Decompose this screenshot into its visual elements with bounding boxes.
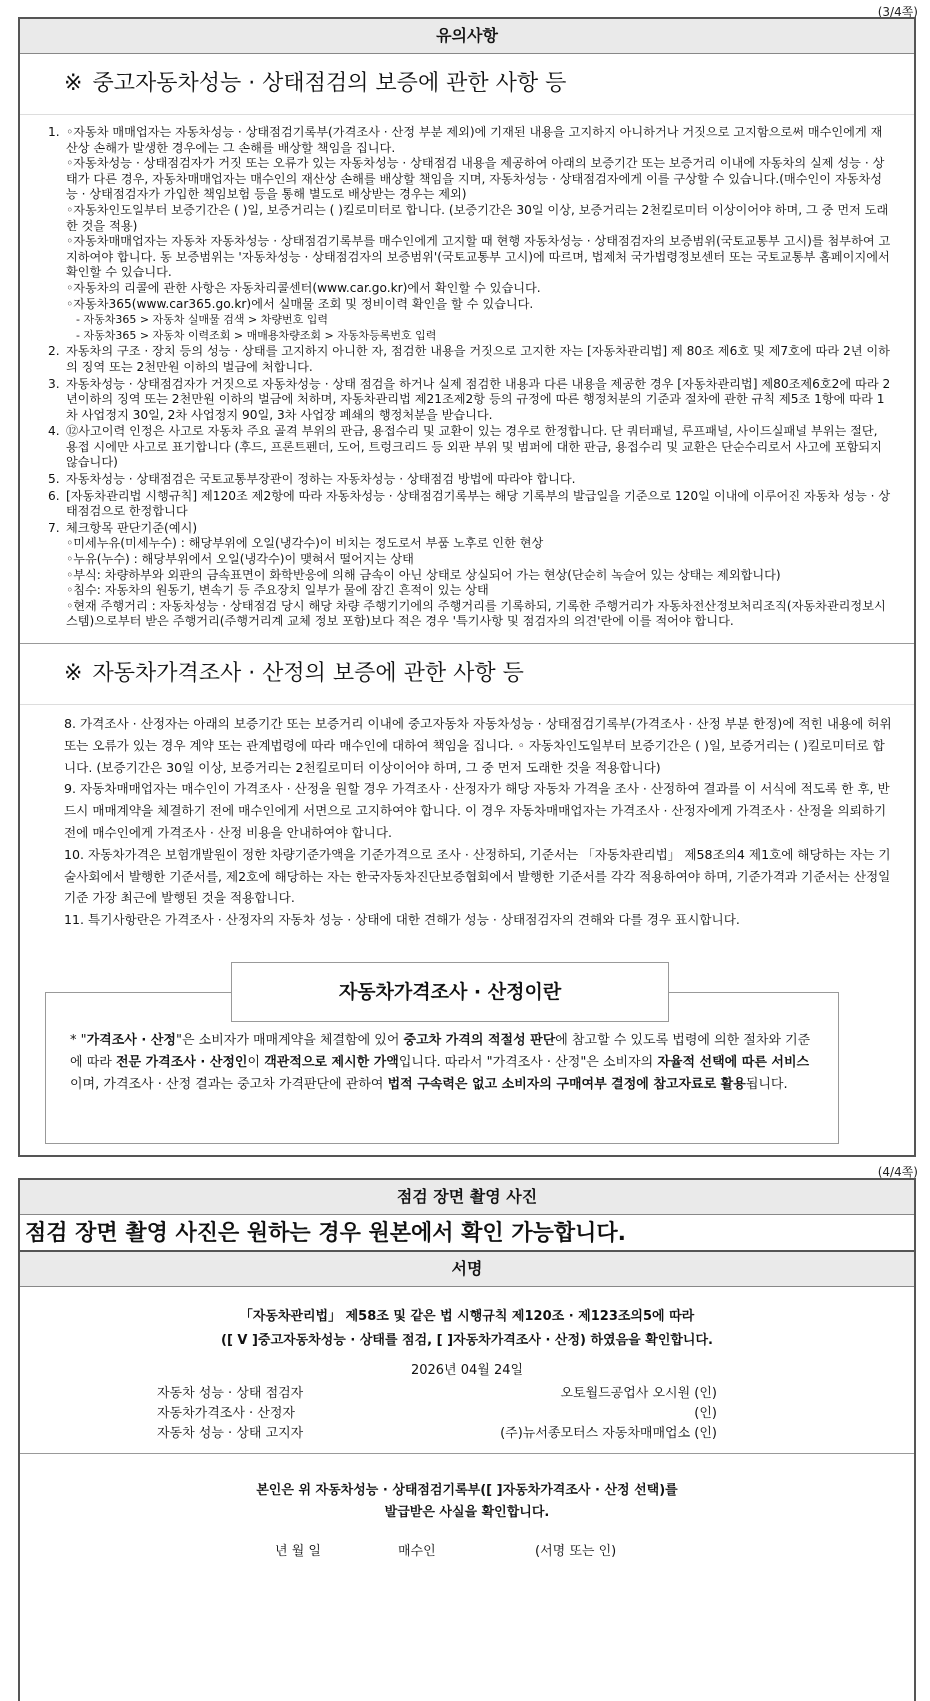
notice-item-number: 6. <box>48 488 60 503</box>
reference-mark: ※ <box>64 661 83 686</box>
definition-emphasis: 중고차 가격의 적절성 판단 <box>403 1033 556 1048</box>
law-line-1: 「자동차관리법」 제58조 및 같은 법 시행규칙 제120조 · 제123조의5에 따라 <box>239 1309 695 1324</box>
notice-item-number: 7. <box>48 520 60 535</box>
notice-nested-subitem: - 자동차365 > 자동차 실매물 검색 > 차량번호 입력 <box>76 313 329 327</box>
notice-subitem: ◦ 자동차 매매업자는 자동차성능 · 상태점검기록부(가격조사 · 산정 부분 제외)에 기재된 내용을 고지하지 아니하거나 거짓으로 고지함으로써 매수인에게 재산상 손해가 발생한 경우에는 그 손해를 배상할 책임을 집니다. <box>66 125 892 156</box>
definition-emphasis: 전문 가격조사 · 산정인 <box>115 1055 248 1070</box>
photo-section <box>18 1178 916 1250</box>
definition-segment: 이 <box>247 1055 265 1070</box>
notice-subitem: ◦ 미세누유(미세누수) : 해당부위에 오일(냉각수)이 비치는 정도로서 부품 노후로 인한 현상 <box>66 536 892 552</box>
notice-list <box>20 115 914 643</box>
price-notice-paragraph: 9. 자동차매매업자는 매수인이 가격조사 · 산정을 원할 경우 가격조사 · 산정자가 해당 자동차 가격을 조사 · 산정하여 결과를 이 서식에 적도록 한 후, 반드시 매매계약을 체결하기 전에 매수인에게 서면으로 고지하여야 합니다. 이 경우 자동차매매업자는 가격조사 · 산정자에게 가격조사 · 산정을 의뢰하기 전에 매수인에게 가격조사 · 산정 비용을 안내하여야 합니다. <box>64 781 890 840</box>
notice-subitem: ◦ 자동차성능 · 상태점검자가 거짓 또는 오류가 있는 자동차성능 · 상태점검 내용을 제공하여 아래의 보증기간 또는 보증거리 이내에 자동차의 실제 성능 · 상태가 다른 경우, 자동차매매업자는 매수인의 재산상 손해를 배상할 책임을 지며, 자동차성능 · 상태점검자에게 이를 구상할 수 있습니다.(매수인이 자동차성능 · 상태점검자가 가입한 책임보험 등을 통해 별도로 배상받는 경우는 제외) <box>66 156 892 203</box>
notice-item <box>48 488 892 520</box>
signer-role-2: 자동차가격조사 · 산정자 <box>157 1406 295 1421</box>
notice-item <box>48 125 892 343</box>
notice-subitem: ◦ 누유(누수) : 해당부위에서 오일(냉각수)이 맺혀서 떨어지는 상태 <box>66 552 892 568</box>
notice-subitem: ◦ 자동차인도일부터 보증기간은 ( )일, 보증거리는 ( )킬로미터로 합니다. (보증기간은 30일 이상, 보증거리는 2천킬로미터 이상이어야 하며, 그 중 먼저 도래한 것을 적용) <box>66 203 892 234</box>
notice-item-number: 3. <box>48 376 60 391</box>
section2-title <box>20 644 914 705</box>
definition-emphasis: 객관적으로 제시한 가액 <box>264 1055 399 1070</box>
notice-item-number: 2. <box>48 344 60 359</box>
notice-subitem: ◦ 부식: 차량하부와 외판의 금속표면이 화학반응에 의해 금속이 아닌 상태로 상실되어 가는 현상(단순히 녹슬어 있는 상태는 제외합니다) <box>66 568 892 584</box>
buyer-signature: (서명 또는 인) <box>535 1544 617 1559</box>
notice-item <box>48 344 892 375</box>
page-number: (3/4쪽) <box>877 5 918 19</box>
notice-item <box>48 472 892 488</box>
notice-item-text: 자동차성능 · 상태점검자가 거짓으로 자동차성능 · 상태 점검을 하거나 실제 점검한 내용과 다른 내용을 제공한 경우 [자동차관리법] 제80조제6호2에 따라 2년이하의 징역 또는 2천만원 이하의 벌금에 처하며, 자동차관리법 제21조제2항 등의 규정에 따른 행정처분의 기준과 절차에 관한 규칙 제5조 1항에 따라 1차 사업정지 30일, 2차 사업정지 90일, 3차 사업장 폐쇄의 행정처분을 받습니다. <box>66 376 891 422</box>
photo-note: 점검 장면 촬영 사진은 원하는 경우 원본에서 확인 가능합니다. <box>20 1215 914 1254</box>
notice-header: 유의사항 <box>20 19 914 54</box>
definition-segment: 에 참고할 수 있도록 법령에 의한 절차와 기준에 따라 <box>70 1033 811 1070</box>
definition-segment: 됩니다. <box>745 1077 788 1092</box>
reference-mark: ※ <box>64 71 83 96</box>
notice-item-text: 자동차의 구조 · 장치 등의 성능 · 상태를 고지하지 아니한 자, 점검한 내용을 거짓으로 고지한 자는 [자동차관리법] 제 80조 제6호 및 제7호에 따라 2년 이하의 징역 또는 2천만원 이하의 벌금에 처합니다. <box>66 344 890 374</box>
notice-item <box>48 376 892 424</box>
notice-subitem: ◦ 자동차매매업자는 자동차 자동차성능 · 상태점검기록부를 매수인에게 고지할 때 현행 자동차성능 · 상태점검자의 보증범위(국토교통부 고시)를 첨부하여 고지하여야 합니다. 동 보증범위는 '자동차성능 · 상태점검자의 보증범위'(국토교통부 고시)에 따르며, 법제처 국가법령정보센터 또는 국토교통부 홈페이지에서 확인할 수 있습니다. <box>66 234 892 281</box>
notice-item-text: [자동차관리법 시행규칙] 제120조 제2항에 따라 자동차성능 · 상태점검기록부는 해당 기록부의 발급일을 기준으로 120일 이내에 이루어진 자동차 성능 · 상태점검으로 한정합니다 <box>66 488 891 519</box>
price-notice-paragraphs <box>20 705 914 931</box>
notice-subitem: ◦ 자동차365(www.car365.go.kr)에서 실매물 조회 및 정비이력 확인을 할 수 있습니다. <box>66 297 892 313</box>
notice-subitem: ◦ 자동차의 리콜에 관한 사항은 자동차리콜센터(www.car.go.kr)에서 확인할 수 있습니다. <box>66 281 892 297</box>
confirm-line-2: 발급받은 사실을 확인합니다. <box>384 1505 550 1520</box>
notice-subitem: ◦ 침수: 자동차의 원동기, 변속기 등 주요장치 일부가 물에 잠긴 흔적이 있는 상태 <box>66 583 892 599</box>
section1-title <box>20 54 914 115</box>
price-notice-paragraph: 10. 자동차가격은 보험개발원이 정한 차량기준가액을 기준가격으로 조사 · 산정하되, 기준서는 「자동차관리법」 제58조의4 제1호에 해당하는 자는 기술사회에서 발행한 기준서를, 제2호에 해당하는 자는 한국자동차진단보증협회에서 발행한 기준서를 각각 적용하여야 하며, 기준가격과 기준서는 산정일 기준 가장 최근에 발행된 것을 적용합니다. <box>64 846 891 906</box>
definition-emphasis: 자율적 선택에 따른 서비스 <box>657 1055 810 1070</box>
sign-date: 2026년 04월 24일 <box>410 1363 524 1378</box>
definition-segment: 입니다. 따라서 "가격조사 · 산정"은 소비자의 <box>398 1055 658 1070</box>
signature-section <box>18 1250 916 1701</box>
notice-item <box>48 424 892 471</box>
notice-item-number: 5. <box>48 472 60 487</box>
notice-sublist <box>66 536 892 630</box>
photo-header: 점검 장면 촬영 사진 <box>20 1180 914 1215</box>
notice-item-number: 1. <box>48 125 60 139</box>
definition-segment: "은 소비자가 매매계약을 체결함에 있어 <box>175 1033 404 1048</box>
signer-name-2: (인) <box>694 1406 717 1421</box>
notice-item-text: ⑫사고이력 인정은 사고로 자동차 주요 골격 부위의 판금, 용접수리 및 교환이 있는 경우로 한정합니다. 단 쿼터패널, 루프패널, 사이드실패널 부위는 절단, 용접 시에만 사고로 표기합니다 (후드, 프론트펜더, 도어, 트렁크리드 등 외판 부위 및 범퍼에 대한 판금, 용접수리 및 교환은 단순수리로서 사고에 포함되지 않습니다) <box>66 424 882 470</box>
definition-segment: * " <box>70 1033 87 1048</box>
price-notice-paragraph: 8. 가격조사 · 산정자는 아래의 보증기간 또는 보증거리 이내에 중고자동차 자동차성능 · 상태점검기록부(가격조사 · 산정 부분 한정)에 적힌 내용에 허위 또는 오류가 있는 경우 계약 또는 관계법령에 따라 매수인에 대하여 책임을 집니다. ◦ 자동차인도일부터 보증기간은 ( )일, 보증거리는 ( )킬로미터로 합니다. (보증기간은 30일 이상, 보증거리는 2천킬로미터 이상이어야 하며, 그 중 먼저 도래한 것을 적용합니다) <box>64 716 892 775</box>
notice-subitem: ◦ 현재 주행거리 : 자동차성능 · 상태점검 당시 해당 차량 주행기기에의 주행거리를 기록하되, 기록한 주행거리가 자동차전산정보처리조직(자동차관리정보시스템)으로부터 받은 주행거리(주행거리계 교체 정보 포함)보다 적은 경우 '특기사항 및 점검자의 의견'란에 이를 적어야 합니다. <box>66 599 892 630</box>
signer-role-1: 자동차 성능 · 상태 점검자 <box>157 1386 304 1401</box>
signer-name-3: (주)뉴서종모터스 자동차매매업소 (인) <box>500 1426 717 1441</box>
definition-title: 자동차가격조사 · 산정이란 <box>231 962 669 1022</box>
notice-item-text: 체크항목 판단기준(예시) <box>66 520 198 535</box>
definition-segment: 이며, 가격조사 · 산정 결과는 중고차 가격판단에 관하여 <box>70 1077 388 1092</box>
notice-item-number: 4. <box>48 424 60 439</box>
law-line-2: ([ V ]중고자동차성능 · 상태를 점검, [ ]자동차가격조사 · 산정) 하였음을 확인합니다. <box>221 1333 713 1348</box>
buyer-date: 년 월 일 <box>275 1544 321 1559</box>
signer-role-3: 자동차 성능 · 상태 고지자 <box>157 1426 304 1441</box>
definition-text <box>70 1030 815 1096</box>
notice-item-text: 자동차성능 · 상태점검은 국토교통부장관이 정하는 자동차성능 · 상태점검 방법에 따라야 합니다. <box>66 472 576 487</box>
notice-nested-subitem: - 자동차365 > 자동차 이력조회 > 매매용차량조회 > 자동차등록번호 입력 <box>76 328 437 342</box>
confirm-line-1: 본인은 위 자동차성능 · 상태점검기록부([ ]자동차가격조사 · 산정 선택)를 <box>256 1483 678 1498</box>
page-number-2: (4/4쪽) <box>877 1165 918 1179</box>
notice-sublist <box>66 125 892 343</box>
section1-title-text: 중고자동차성능 · 상태점검의 보증에 관한 사항 등 <box>92 71 567 96</box>
signer-name-1: 오토월드공업사 오시원 (인) <box>560 1386 717 1401</box>
definition-emphasis: 가격조사 · 산정 <box>86 1033 176 1048</box>
notice-item <box>48 520 892 630</box>
section2-title-text: 자동차가격조사 · 산정의 보증에 관한 사항 등 <box>92 661 524 686</box>
price-notice-paragraph: 11. 특기사항란은 가격조사 · 산정자의 자동차 성능 · 상태에 대한 견해가 성능 · 상태점검자의 견해와 다를 경우 표시합니다. <box>64 912 740 928</box>
definition-emphasis: 법적 구속력은 없고 소비자의 구매여부 결정에 참고자료로 활용 <box>387 1077 746 1092</box>
buyer-label: 매수인 <box>398 1544 436 1559</box>
signature-header: 서명 <box>20 1252 914 1287</box>
